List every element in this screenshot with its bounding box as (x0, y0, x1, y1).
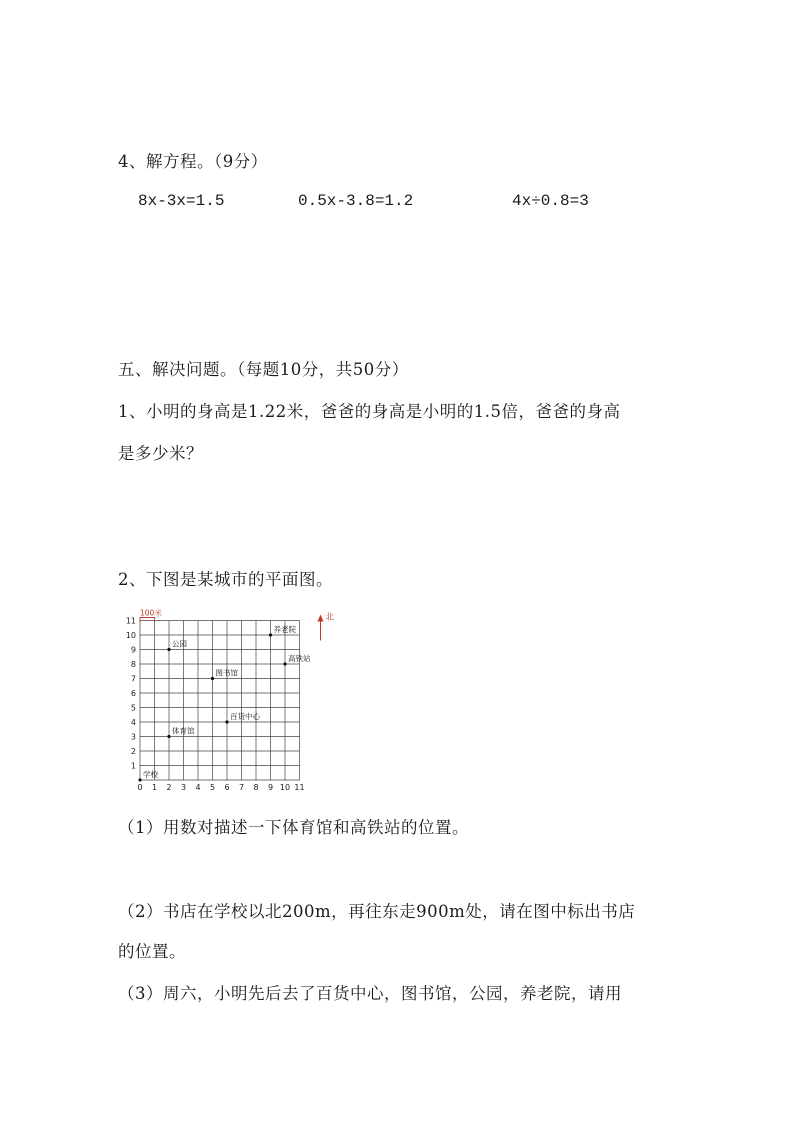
sub-question-3: （3）周六，小明先后去了百货中心，图书馆，公园，养老院，请用 (118, 984, 622, 1003)
y-tick-label: 4 (130, 718, 136, 727)
y-tick-label: 7 (130, 674, 136, 684)
place-label: 体育馆 (172, 726, 195, 736)
north-label: 北 (325, 612, 335, 623)
place-marker (138, 778, 141, 781)
x-tick-label: 1 (151, 783, 158, 792)
section-4-title: 4、解方程。（9分） (118, 152, 268, 171)
equation-3: 4x÷0.8=3 (512, 192, 589, 210)
x-tick-label: 6 (224, 783, 230, 792)
place-marker (167, 648, 170, 651)
equation-1: 8x-3x=1.5 (138, 192, 225, 210)
scale-label: 100米 (140, 608, 162, 618)
scale-bar (140, 618, 155, 623)
sub-question-2-line-2: 的位置。 (118, 942, 186, 961)
place-marker (283, 662, 286, 665)
x-tick-label: 8 (253, 783, 259, 792)
y-tick-label: 1 (130, 761, 136, 771)
x-tick-label: 2 (166, 783, 172, 792)
place-label: 学校 (143, 770, 158, 779)
question-2-title: 2、下图是某城市的平面图。 (118, 570, 333, 589)
y-tick-label: 5 (130, 703, 136, 713)
place-label: 图书馆 (215, 668, 238, 678)
y-tick-label: 6 (130, 689, 136, 698)
x-tick-label: 10 (279, 783, 291, 792)
city-map-grid (118, 600, 348, 796)
y-tick-label: 3 (130, 732, 136, 742)
section-5-title: 五、解决问题。（每题10分，共50分） (118, 360, 409, 379)
north-arrow-head (318, 615, 324, 622)
question-1-line-2: 是多少米？ (118, 444, 203, 463)
question-1-line-1: 1、小明的身高是1.22米，爸爸的身高是小明的1.5倍，爸爸的身高 (118, 402, 621, 421)
place-label: 百货中心 (230, 712, 260, 721)
equation-2: 0.5x-3.8=1.2 (298, 192, 414, 210)
y-tick-label: 8 (130, 660, 136, 669)
place-marker (211, 677, 214, 680)
place-marker (225, 720, 228, 723)
x-tick-label: 7 (238, 783, 245, 792)
place-marker (167, 735, 170, 738)
sub-question-1: （1）用数对描述一下体育馆和高铁站的位置。 (118, 818, 469, 837)
place-label: 养老院 (273, 625, 296, 634)
place-label: 公园 (172, 639, 187, 649)
x-tick-label: 11 (294, 783, 305, 792)
y-tick-label: 2 (130, 747, 136, 756)
x-tick-label: 4 (195, 783, 201, 792)
y-tick-label: 11 (125, 616, 136, 626)
x-tick-label: 5 (209, 783, 216, 792)
x-tick-label: 0 (137, 783, 143, 792)
sub-question-2-line-1: （2）书店在学校以北200m，再往东走900m处，请在图中标出书店 (118, 902, 636, 921)
y-tick-label: 10 (125, 631, 136, 640)
y-tick-label: 9 (130, 645, 136, 655)
x-tick-label: 9 (267, 783, 274, 792)
place-marker (269, 633, 272, 636)
x-tick-label: 3 (180, 783, 187, 792)
place-label: 高铁站 (288, 654, 311, 663)
